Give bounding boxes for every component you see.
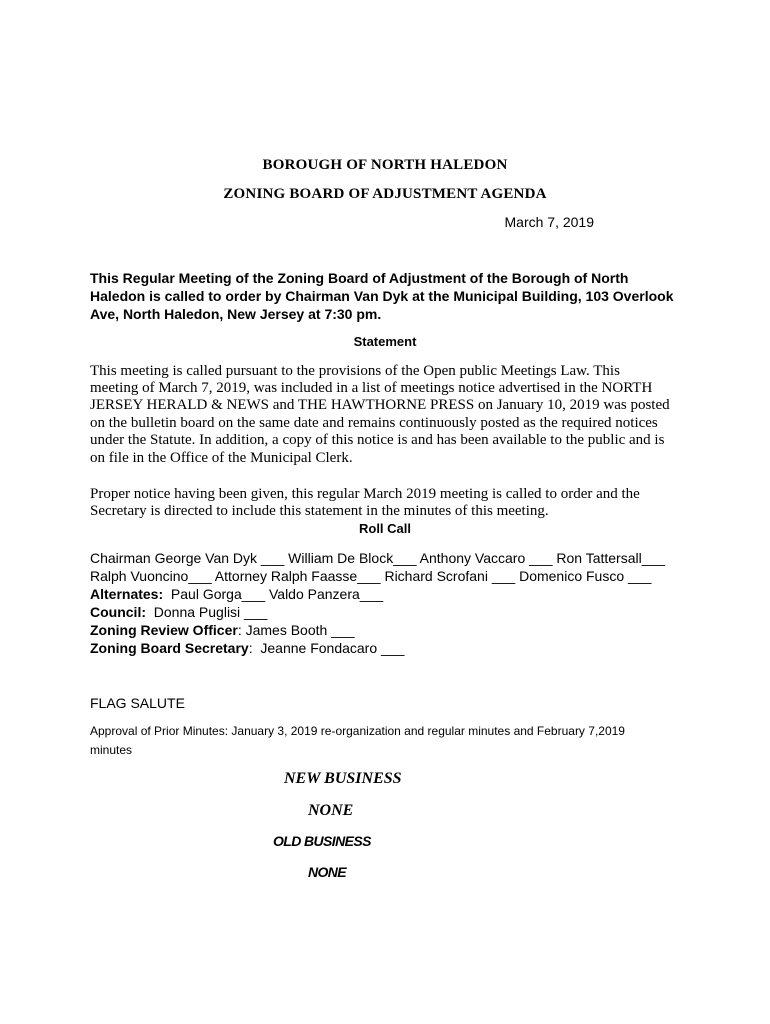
new-business-heading: NEW BUSINESS	[284, 770, 402, 787]
roll-call-members-line: Ralph Vuoncino___ Attorney Ralph Faasse___ Richard Scrofani ___ Domenico Fusco ___	[90, 568, 652, 584]
alternates-line	[90, 586, 383, 604]
old-business-value: NONE	[308, 864, 347, 880]
board-title: ZONING BOARD OF ADJUSTMENT AGENDA	[223, 186, 547, 202]
statement-line: Secretary is directed to include this statement in the minutes of this meeting.	[90, 503, 549, 519]
statement-line: on the bulletin board on the same date and remains continuously posted as the required notices	[90, 415, 658, 431]
zoning-review-officer-label: Zoning Review Officer	[90, 622, 238, 638]
org-title: BOROUGH OF NORTH HALEDON	[262, 157, 508, 173]
roll-call-members-line: Chairman George Van Dyk ___ William De Block___ Anthony Vaccaro ___ Ron Tattersall___	[90, 550, 666, 566]
statement-line: This meeting is called pursuant to the provisions of the Open public Meetings Law. This	[90, 363, 620, 379]
old-business-heading: OLD BUSINESS	[273, 833, 371, 849]
statement-line: JERSEY HERALD & NEWS and THE HAWTHORNE PRESS on January 10, 2019 was posted	[90, 397, 670, 413]
alternates-label: Alternates:	[90, 586, 164, 602]
intro-line: Ave, North Haledon, New Jersey at 7:30 pm.	[90, 306, 382, 322]
zoning-review-officer-value: : James Booth ___	[237, 622, 355, 638]
council-label: Council:	[90, 604, 146, 620]
zoning-board-secretary-value: : Jeanne Fondacaro ___	[248, 640, 405, 656]
intro-line: Haledon is called to order by Chairman Van Dyk at the Municipal Building, 103 Overlook	[90, 288, 674, 304]
statement-line: on file in the Office of the Municipal Clerk.	[90, 450, 353, 466]
alternates-value: Paul Gorga___ Valdo Panzera___	[163, 586, 384, 602]
statement-line: under the Statute. In addition, a copy of this notice is and has been available to the public and is	[90, 432, 665, 448]
council-value: Donna Puglisi ___	[146, 604, 268, 620]
zoning-review-officer-line	[90, 622, 355, 640]
roll-call-heading: Roll Call	[358, 521, 411, 536]
statement-line: meeting of March 7, 2019, was included in a list of meetings notice advertised in the NORTH	[90, 380, 653, 396]
zoning-board-secretary-label: Zoning Board Secretary	[90, 640, 249, 656]
meeting-date: March 7, 2019	[504, 214, 594, 230]
new-business-value: NONE	[308, 802, 354, 819]
council-line	[90, 604, 267, 622]
statement-heading: Statement	[353, 334, 417, 349]
statement-line: Proper notice having been given, this regular March 2019 meeting is called to order and the	[90, 486, 640, 502]
flag-salute-heading: FLAG SALUTE	[90, 695, 185, 711]
zoning-board-secretary-line	[90, 640, 404, 658]
approval-line: minutes	[90, 743, 133, 757]
intro-line: This Regular Meeting of the Zoning Board of Adjustment of the Borough of North	[90, 270, 629, 286]
approval-line: Approval of Prior Minutes: January 3, 2019 re-organization and regular minutes and February 7,2019	[90, 724, 625, 738]
